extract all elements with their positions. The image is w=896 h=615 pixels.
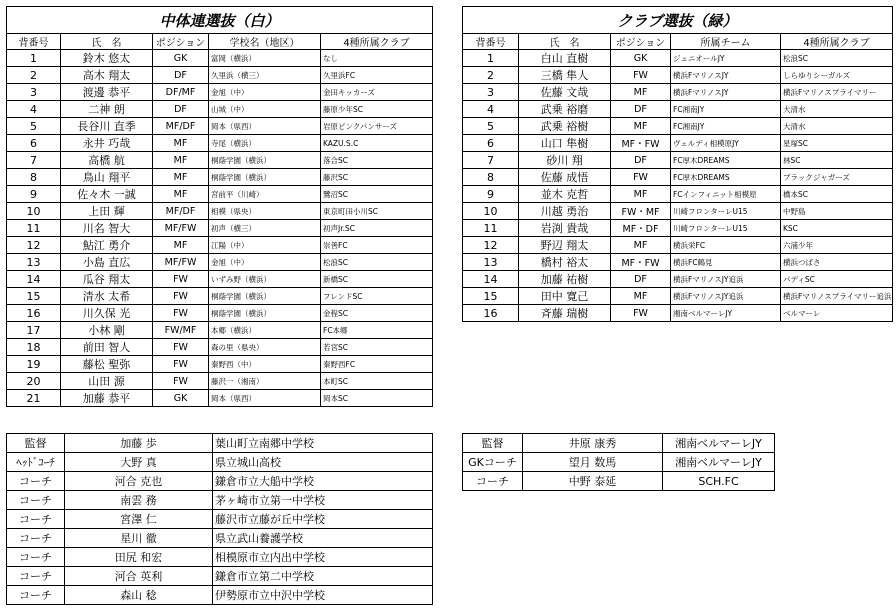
player-youth-club: 大清水 (781, 101, 893, 118)
player-position: MF (611, 288, 671, 305)
column-header: 4種所属クラブ (321, 34, 433, 50)
player-position: FW (153, 288, 209, 305)
player-name: 加藤 祐樹 (519, 271, 611, 288)
player-name: 橋村 裕太 (519, 254, 611, 271)
player-name: 佐藤 文哉 (519, 84, 611, 101)
player-team: 桐蔭学園（横浜） (209, 305, 321, 322)
table-row (463, 271, 893, 288)
table-row (7, 186, 433, 203)
staff-row (7, 510, 433, 529)
player-team: FC湘南JY (671, 101, 781, 118)
staff-row (463, 434, 775, 453)
player-youth-club: 金田キッカーズ (321, 84, 433, 101)
school-staff-table (6, 433, 433, 605)
player-youth-club: 岩原ピンクパンサーズ (321, 118, 433, 135)
player-team: 久里浜（横三） (209, 67, 321, 84)
staff-role: コーチ (7, 548, 65, 567)
player-name: 加藤 恭平 (61, 390, 153, 407)
player-position: MF/DF (153, 203, 209, 220)
table-row (463, 118, 893, 135)
player-youth-club: しらゆりシーガルズ (781, 67, 893, 84)
player-team: 川崎フロンターレU15 (671, 203, 781, 220)
player-youth-club: KAZU.S.C (321, 135, 433, 152)
player-name: 鈴木 悠太 (61, 50, 153, 67)
player-team: 金旭（中） (209, 84, 321, 101)
staff-role: コーチ (7, 491, 65, 510)
jersey-number: 12 (463, 237, 519, 254)
player-name: 並木 克哲 (519, 186, 611, 203)
player-name: 川久保 光 (61, 305, 153, 322)
player-name: 鮎江 勇介 (61, 237, 153, 254)
table-row (7, 220, 433, 237)
player-youth-club: 中野島 (781, 203, 893, 220)
jersey-number: 11 (7, 220, 61, 237)
player-youth-club: 松浪SC (781, 50, 893, 67)
staff-name: 星川 徹 (65, 529, 213, 548)
player-youth-club: 崇善FC (321, 237, 433, 254)
player-youth-club: フレンドSC (321, 288, 433, 305)
jersey-number: 3 (7, 84, 61, 101)
player-youth-club: 岡本SC (321, 390, 433, 407)
table-row (463, 101, 893, 118)
player-youth-club: 本町SC (321, 373, 433, 390)
player-name: 岩渕 貴哉 (519, 220, 611, 237)
player-position: FW (153, 339, 209, 356)
staff-role: ﾍｯﾄﾞｺｰﾁ (7, 453, 65, 472)
staff-affiliation: 湘南ベルマーレJY (663, 434, 775, 453)
player-name: 山口 隼樹 (519, 135, 611, 152)
player-team: 桐蔭学園（横浜） (209, 169, 321, 186)
staff-role: コーチ (7, 510, 65, 529)
player-name: 三橋 隼人 (519, 67, 611, 84)
table-row (463, 152, 893, 169)
staff-affiliation: 県立城山高校 (213, 453, 433, 472)
player-team: 川崎フロンターレU15 (671, 220, 781, 237)
jersey-number: 5 (463, 118, 519, 135)
player-position: MF (611, 84, 671, 101)
player-team: 桐蔭学園（横浜） (209, 152, 321, 169)
table-row (7, 203, 433, 220)
staff-role: コーチ (7, 472, 65, 491)
player-team: 相模（県央） (209, 203, 321, 220)
player-position: MF (153, 152, 209, 169)
player-position: MF (611, 186, 671, 203)
player-position: MF・FW (611, 254, 671, 271)
table-row (7, 305, 433, 322)
player-name: 佐藤 成悟 (519, 169, 611, 186)
table-row (7, 101, 433, 118)
player-team: 湘南ベルマーレJY (671, 305, 781, 322)
staff-row (7, 434, 433, 453)
player-team: 横浜栄FC (671, 237, 781, 254)
staff-row (7, 548, 433, 567)
player-name: 川名 智大 (61, 220, 153, 237)
player-name: 上田 輝 (61, 203, 153, 220)
player-position: MF (611, 118, 671, 135)
player-team: ジュニオールJY (671, 50, 781, 67)
table-row (463, 67, 893, 84)
player-team: 山城（中） (209, 101, 321, 118)
jersey-number: 1 (7, 50, 61, 67)
player-position: MF/FW (153, 254, 209, 271)
table-row (463, 169, 893, 186)
player-youth-club: 若宮SC (321, 339, 433, 356)
jersey-number: 16 (7, 305, 61, 322)
player-team: 富岡（横浜） (209, 50, 321, 67)
staff-name: 南雲 務 (65, 491, 213, 510)
staff-name: 望月 数馬 (523, 453, 663, 472)
player-position: FW (153, 305, 209, 322)
player-name: 斉藤 瑞樹 (519, 305, 611, 322)
player-name: 藤松 聖弥 (61, 356, 153, 373)
table-row (7, 135, 433, 152)
player-youth-club: 藤原少年SC (321, 101, 433, 118)
player-name: 永井 巧哉 (61, 135, 153, 152)
player-name: 川越 勇治 (519, 203, 611, 220)
player-position: MF (611, 237, 671, 254)
player-team: FCインフィニット相模原 (671, 186, 781, 203)
player-position: FW・MF (611, 203, 671, 220)
player-youth-club: ベルマーレ (781, 305, 893, 322)
table-row (463, 305, 893, 322)
player-team: 岡本（県西） (209, 390, 321, 407)
staff-affiliation: 茅ヶ崎市立第一中学校 (213, 491, 433, 510)
staff-name: 河合 克也 (65, 472, 213, 491)
table-row (463, 135, 893, 152)
staff-row (463, 472, 775, 491)
jersey-number: 2 (7, 67, 61, 84)
player-youth-club: 東京町田小川SC (321, 203, 433, 220)
player-team: 横浜FマリノスJY (671, 84, 781, 101)
player-name: 前田 智人 (61, 339, 153, 356)
table-row (463, 186, 893, 203)
player-youth-club: 新橋SC (321, 271, 433, 288)
player-position: FW (153, 373, 209, 390)
table-row (7, 118, 433, 135)
player-youth-club: 久里浜FC (321, 67, 433, 84)
header-row (463, 34, 893, 50)
player-position: MF (153, 135, 209, 152)
player-team: いずみ野（横浜） (209, 271, 321, 288)
staff-affiliation: 伊勢原市立中沢中学校 (213, 586, 433, 605)
table-row (463, 254, 893, 271)
player-team: 岡本（県西） (209, 118, 321, 135)
column-header: 背番号 (463, 34, 519, 50)
jersey-number: 4 (463, 101, 519, 118)
jersey-number: 20 (7, 373, 61, 390)
player-youth-club: 星塚SC (781, 135, 893, 152)
table-row (7, 84, 433, 101)
player-name: 野辺 翔太 (519, 237, 611, 254)
player-youth-club: 大清水 (781, 118, 893, 135)
player-youth-club: 六浦少年 (781, 237, 893, 254)
player-position: MF・FW (611, 135, 671, 152)
player-team: 桐蔭学園（横浜） (209, 288, 321, 305)
table-row (7, 50, 433, 67)
player-name: 小島 直広 (61, 254, 153, 271)
player-name: 小林 剛 (61, 322, 153, 339)
player-position: MF/FW (153, 220, 209, 237)
club-roster-title: クラブ選抜（緑） (463, 7, 893, 34)
player-name: 武乗 裕磨 (519, 101, 611, 118)
staff-affiliation: SCH.FC (663, 472, 775, 491)
table-row (7, 152, 433, 169)
school-roster-table (6, 6, 433, 407)
jersey-number: 7 (7, 152, 61, 169)
table-row (7, 254, 433, 271)
player-team: 秦野西（中） (209, 356, 321, 373)
staff-role: コーチ (7, 529, 65, 548)
player-youth-club: 林SC (781, 152, 893, 169)
player-position: MF・DF (611, 220, 671, 237)
player-youth-club: 横浜つばさ (781, 254, 893, 271)
player-youth-club: FC本郷 (321, 322, 433, 339)
jersey-number: 6 (463, 135, 519, 152)
player-name: 長谷川 直季 (61, 118, 153, 135)
jersey-number: 8 (7, 169, 61, 186)
player-youth-club: 横浜Fマリノスプライマリー (781, 84, 893, 101)
player-team: 横浜FマリノスJY追浜 (671, 271, 781, 288)
player-youth-club: KSC (781, 220, 893, 237)
staff-row (7, 586, 433, 605)
staff-affiliation: 藤沢市立藤が丘中学校 (213, 510, 433, 529)
staff-row (7, 453, 433, 472)
jersey-number: 13 (7, 254, 61, 271)
column-header: 氏 名 (61, 34, 153, 50)
staff-name: 河合 英利 (65, 567, 213, 586)
staff-row (7, 472, 433, 491)
player-youth-club: 落合SC (321, 152, 433, 169)
player-youth-club: 金程SC (321, 305, 433, 322)
player-name: 渡邊 恭平 (61, 84, 153, 101)
jersey-number: 13 (463, 254, 519, 271)
staff-name: 田尻 和宏 (65, 548, 213, 567)
player-youth-club: 横浜Fマリノスプライマリー追浜 (781, 288, 893, 305)
jersey-number: 8 (463, 169, 519, 186)
player-youth-club: 初声Jr.SC (321, 220, 433, 237)
player-team: 横浜FマリノスJY追浜 (671, 288, 781, 305)
player-team: 横浜FマリノスJY (671, 67, 781, 84)
table-row (7, 373, 433, 390)
jersey-number: 1 (463, 50, 519, 67)
player-team: FC湘南JY (671, 118, 781, 135)
player-youth-club: パディSC (781, 271, 893, 288)
staff-role: コーチ (463, 472, 523, 491)
player-position: DF (611, 101, 671, 118)
player-team: 江陽（中） (209, 237, 321, 254)
player-position: GK (611, 50, 671, 67)
jersey-number: 3 (463, 84, 519, 101)
jersey-number: 6 (7, 135, 61, 152)
player-position: DF (153, 101, 209, 118)
staff-affiliation: 鎌倉市立第二中学校 (213, 567, 433, 586)
player-position: MF (153, 237, 209, 254)
player-position: MF (153, 169, 209, 186)
staff-affiliation: 湘南ベルマーレJY (663, 453, 775, 472)
player-position: FW (611, 169, 671, 186)
player-team: ヴェルディ相模原JY (671, 135, 781, 152)
staff-role: GKコーチ (463, 453, 523, 472)
staff-role: 監督 (463, 434, 523, 453)
table-row (7, 339, 433, 356)
header-row (7, 34, 433, 50)
table-row (463, 84, 893, 101)
player-position: FW (611, 305, 671, 322)
club-roster-table (462, 6, 893, 322)
table-row (463, 237, 893, 254)
staff-role: コーチ (7, 586, 65, 605)
table-row (7, 288, 433, 305)
jersey-number: 19 (7, 356, 61, 373)
staff-name: 加藤 歩 (65, 434, 213, 453)
staff-affiliation: 県立武山養護学校 (213, 529, 433, 548)
player-position: DF (611, 152, 671, 169)
staff-name: 中野 泰延 (523, 472, 663, 491)
jersey-number: 14 (7, 271, 61, 288)
player-name: 鳥山 翔平 (61, 169, 153, 186)
table-row (7, 390, 433, 407)
player-team: 初声（横三） (209, 220, 321, 237)
table-row (7, 169, 433, 186)
table-row (463, 203, 893, 220)
table-row (7, 322, 433, 339)
player-youth-club: なし (321, 50, 433, 67)
staff-name: 大野 真 (65, 453, 213, 472)
player-team: 藤沢一（湘南） (209, 373, 321, 390)
player-position: FW (153, 356, 209, 373)
player-name: 武乗 裕樹 (519, 118, 611, 135)
staff-name: 森山 稔 (65, 586, 213, 605)
staff-role: コーチ (7, 567, 65, 586)
table-row (463, 220, 893, 237)
table-row (7, 237, 433, 254)
jersey-number: 10 (463, 203, 519, 220)
player-team: FC厚木DREAMS (671, 169, 781, 186)
table-row (463, 50, 893, 67)
player-name: 田中 寛己 (519, 288, 611, 305)
column-header: 背番号 (7, 34, 61, 50)
club-staff-table (462, 433, 775, 491)
player-name: 砂川 翔 (519, 152, 611, 169)
jersey-number: 15 (7, 288, 61, 305)
player-team: FC厚木DREAMS (671, 152, 781, 169)
jersey-number: 15 (463, 288, 519, 305)
player-name: 佐々木 一誠 (61, 186, 153, 203)
player-youth-club: 藤沢SC (321, 169, 433, 186)
player-position: MF (153, 186, 209, 203)
staff-affiliation: 鎌倉市立大船中学校 (213, 472, 433, 491)
column-header: 学校名（地区） (209, 34, 321, 50)
player-youth-club: 松浪SC (321, 254, 433, 271)
jersey-number: 2 (463, 67, 519, 84)
player-position: FW/MF (153, 322, 209, 339)
jersey-number: 17 (7, 322, 61, 339)
jersey-number: 4 (7, 101, 61, 118)
column-header: 氏 名 (519, 34, 611, 50)
staff-affiliation: 相模原市立内出中学校 (213, 548, 433, 567)
column-header: 4種所属クラブ (781, 34, 893, 50)
player-youth-club: 橋本SC (781, 186, 893, 203)
player-team: 宮前平（川崎） (209, 186, 321, 203)
player-youth-club: 鷺沼SC (321, 186, 433, 203)
player-name: 高橋 航 (61, 152, 153, 169)
player-team: 森の里（県央） (209, 339, 321, 356)
player-name: 二神 朗 (61, 101, 153, 118)
jersey-number: 14 (463, 271, 519, 288)
jersey-number: 9 (7, 186, 61, 203)
staff-name: 宮澤 仁 (65, 510, 213, 529)
player-team: 金旭（中） (209, 254, 321, 271)
jersey-number: 9 (463, 186, 519, 203)
player-team: 寺尾（横浜） (209, 135, 321, 152)
player-position: DF (611, 271, 671, 288)
player-name: 瓜谷 翔太 (61, 271, 153, 288)
staff-affiliation: 葉山町立南郷中学校 (213, 434, 433, 453)
jersey-number: 18 (7, 339, 61, 356)
player-position: FW (611, 67, 671, 84)
jersey-number: 12 (7, 237, 61, 254)
staff-row (7, 529, 433, 548)
staff-row (463, 453, 775, 472)
player-team: 横浜FC鶴見 (671, 254, 781, 271)
player-youth-club: ブラックジャガーズ (781, 169, 893, 186)
player-position: DF (153, 67, 209, 84)
jersey-number: 5 (7, 118, 61, 135)
column-header: 所属チーム (671, 34, 781, 50)
player-position: GK (153, 390, 209, 407)
table-row (7, 356, 433, 373)
jersey-number: 16 (463, 305, 519, 322)
player-name: 白山 直樹 (519, 50, 611, 67)
staff-row (7, 567, 433, 586)
player-position: FW (153, 271, 209, 288)
column-header: ポジション (611, 34, 671, 50)
player-name: 清水 太希 (61, 288, 153, 305)
player-team: 本郷（横浜） (209, 322, 321, 339)
jersey-number: 7 (463, 152, 519, 169)
staff-row (7, 491, 433, 510)
staff-role: 監督 (7, 434, 65, 453)
jersey-number: 21 (7, 390, 61, 407)
school-roster-title: 中体連選抜（白） (7, 7, 433, 34)
table-row (7, 67, 433, 84)
player-position: GK (153, 50, 209, 67)
column-header: ポジション (153, 34, 209, 50)
jersey-number: 11 (463, 220, 519, 237)
jersey-number: 10 (7, 203, 61, 220)
player-youth-club: 秦野西FC (321, 356, 433, 373)
staff-name: 井原 康秀 (523, 434, 663, 453)
table-row (463, 288, 893, 305)
player-position: DF/MF (153, 84, 209, 101)
player-name: 山田 源 (61, 373, 153, 390)
player-position: MF/DF (153, 118, 209, 135)
table-row (7, 271, 433, 288)
player-name: 高木 翔太 (61, 67, 153, 84)
